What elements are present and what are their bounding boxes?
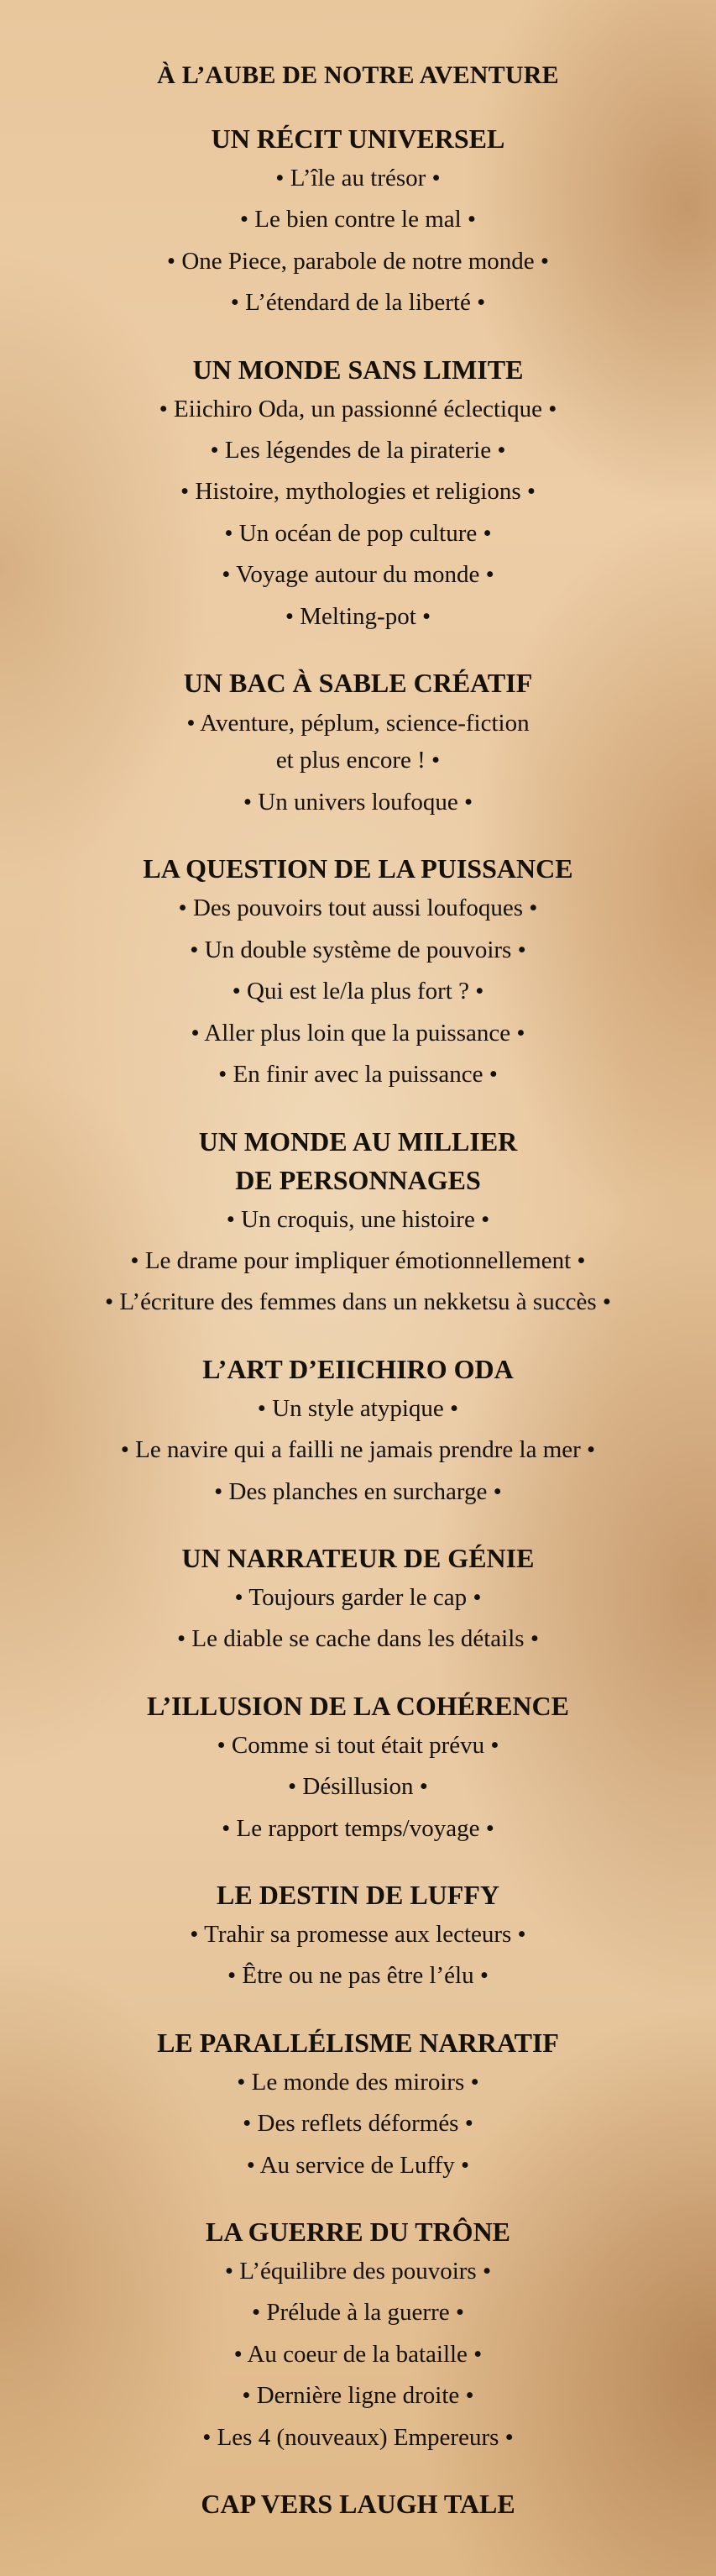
toc-item: • Voyage autour du monde • xyxy=(222,561,494,589)
sections-list xyxy=(0,119,716,2458)
toc-item: • Le diable se cache dans les détails • xyxy=(177,1625,539,1653)
toc-item: • Melting-pot • xyxy=(285,602,431,630)
toc-item: • Un croquis, une histoire • xyxy=(226,1205,490,1233)
toc-item: • Le drame pour impliquer émotionnellement • xyxy=(130,1246,586,1274)
section-title: UN NARRATEUR DE GÉNIE xyxy=(181,1542,535,1573)
toc-item: • Le rapport temps/voyage • xyxy=(222,1814,494,1842)
section-title: LA GUERRE DU TRÔNE xyxy=(205,2217,511,2247)
toc-section xyxy=(0,1876,716,1997)
toc-item: • Un océan de pop culture • xyxy=(224,519,492,547)
section-title: UN BAC À SABLE CRÉATIF xyxy=(183,668,533,699)
toc-item: • Dernière ligne droite • xyxy=(242,2382,474,2410)
toc-item: • Prélude à la guerre • xyxy=(252,2299,464,2327)
page-title: À L’AUBE DE NOTRE AVENTURE xyxy=(157,61,559,89)
toc-section xyxy=(0,664,716,823)
final-section-title: CAP VERS LAUGH TALE xyxy=(201,2489,515,2520)
toc-section xyxy=(0,1122,716,1324)
toc-item: • Histoire, mythologies et religions • xyxy=(180,478,536,506)
toc-item: • Le bien contre le mal • xyxy=(239,206,477,233)
toc-item: • Eiichiro Oda, un passionné éclectique • xyxy=(159,395,557,422)
toc-item: • L’écriture des femmes dans un nekketsu à succès • xyxy=(104,1288,612,1316)
toc-item: • Les légendes de la piraterie • xyxy=(210,437,506,464)
toc-item: • Désillusion • xyxy=(288,1773,428,1801)
toc-section xyxy=(0,849,716,1095)
toc-item: • Toujours garder le cap • xyxy=(234,1583,482,1611)
toc-item: • En finir avec la puissance • xyxy=(218,1061,498,1089)
toc-item: • Au service de Luffy • xyxy=(246,2151,470,2179)
toc-item: • Des reflets déformés • xyxy=(243,2110,473,2138)
toc-section xyxy=(0,1350,716,1513)
toc-section xyxy=(0,2212,716,2458)
toc-item: • Un style atypique • xyxy=(257,1394,459,1422)
toc-section xyxy=(0,350,716,637)
section-title: LA QUESTION DE LA PUISSANCE xyxy=(143,853,573,884)
section-title: LE PARALLÉLISME NARRATIF xyxy=(157,2027,559,2058)
section-title: UN MONDE SANS LIMITE xyxy=(192,354,524,385)
section-title: LE DESTIN DE LUFFY xyxy=(217,1879,499,1910)
toc-section xyxy=(0,119,716,324)
section-title: UN MONDE AU MILLIER DE PERSONNAGES xyxy=(198,1125,518,1195)
toc-item: • One Piece, parabole de notre monde • xyxy=(166,247,550,275)
toc-item: • Les 4 (nouveaux) Empereurs • xyxy=(202,2423,514,2451)
toc-item: • Au coeur de la bataille • xyxy=(233,2340,483,2368)
toc-section xyxy=(0,1539,716,1660)
section-title: L’ART D’EIICHIRO ODA xyxy=(202,1353,514,1384)
toc-section xyxy=(0,2023,716,2186)
toc-item: • Qui est le/la plus fort ? • xyxy=(232,978,484,1005)
toc-item: • Aventure, péplum, science-fiction et plus encore ! • xyxy=(186,710,530,774)
toc-item: • Des pouvoirs tout aussi loufoques • xyxy=(178,895,538,922)
toc-item: • L’île au trésor • xyxy=(275,165,441,191)
toc-item: • Le navire qui a failli ne jamais prendre la mer • xyxy=(120,1436,596,1464)
section-title: UN RÉCIT UNIVERSEL xyxy=(211,123,505,154)
toc-item: • Comme si tout était prévu • xyxy=(217,1731,499,1759)
toc-item: • Un double système de pouvoirs • xyxy=(190,936,526,963)
section-title: L’ILLUSION DE LA COHÉRENCE xyxy=(147,1690,569,1721)
toc-item: • Trahir sa promesse aux lecteurs • xyxy=(190,1920,526,1948)
toc-item: • Aller plus loin que la puissance • xyxy=(191,1019,525,1047)
toc-item: • Être ou ne pas être l’élu • xyxy=(227,1962,489,1990)
toc-item: • Un univers loufoque • xyxy=(243,789,473,816)
toc-item: • Le monde des miroirs • xyxy=(237,2068,479,2096)
toc-item: • L’équilibre des pouvoirs • xyxy=(224,2258,492,2285)
toc-section xyxy=(0,1687,716,1849)
toc-item: • L’étendard de la liberté • xyxy=(230,289,486,317)
toc-item: • Des planches en surcharge • xyxy=(214,1477,502,1505)
